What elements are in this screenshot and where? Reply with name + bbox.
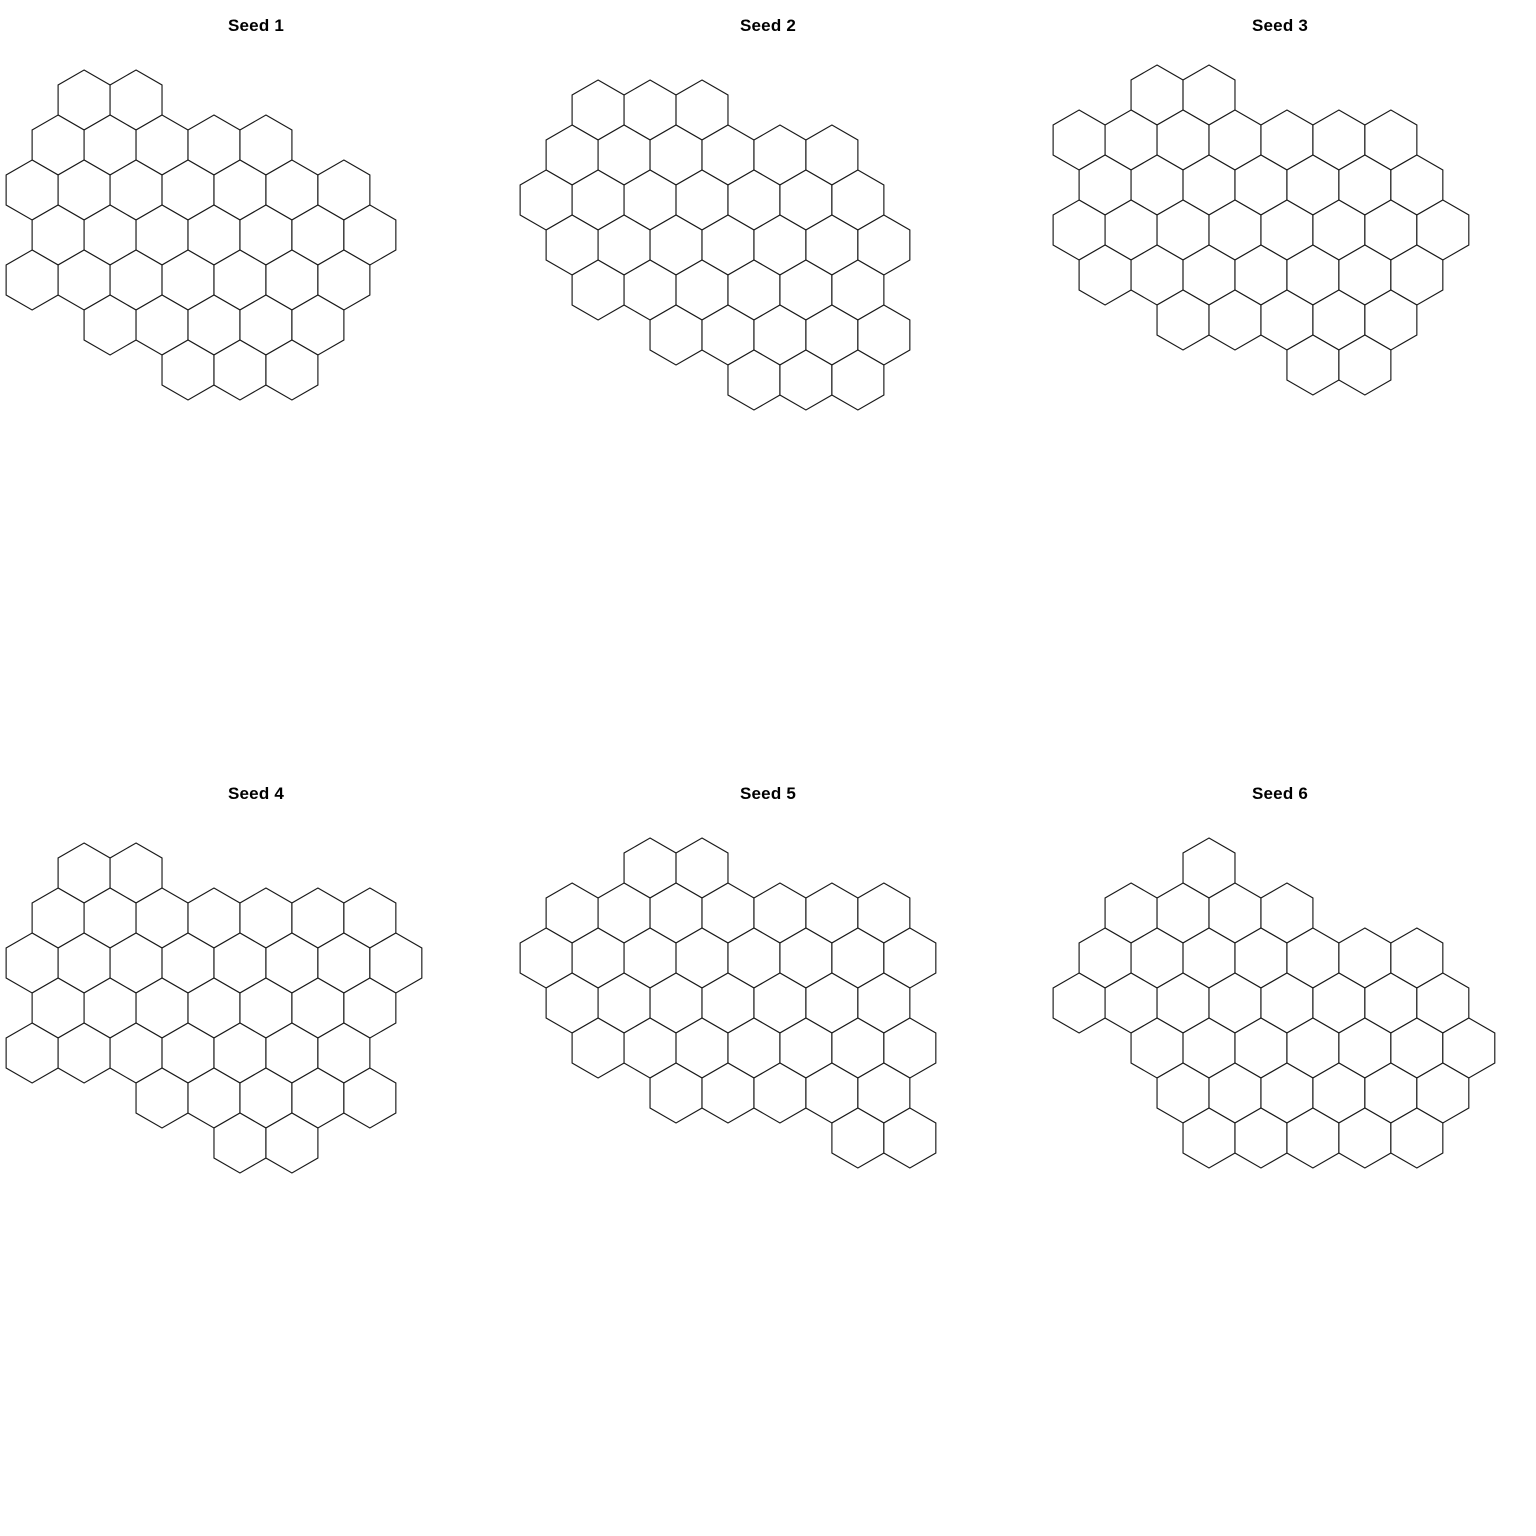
hex-grid-canvas: [512, 40, 1024, 740]
panel-title: Seed 3: [1251, 16, 1308, 35]
hex-panel: [1024, 0, 1536, 768]
panel-title: Seed 6: [1251, 784, 1308, 803]
hex-panel: [1024, 768, 1536, 1536]
hex-grid-svg: [0, 808, 512, 1508]
hex-grid-svg: [0, 40, 512, 740]
hex-panel: [0, 0, 512, 768]
hex-grid-svg: [512, 40, 1024, 740]
hex-grid-svg: [1024, 40, 1536, 740]
hex-panel: [512, 768, 1024, 1536]
hex-panel: [0, 768, 512, 1536]
hex-grid-canvas: [1024, 40, 1536, 740]
panel-title: Seed 5: [739, 784, 796, 803]
hex-panel: [512, 0, 1024, 768]
hex-grid-canvas: [512, 808, 1024, 1508]
panel-title: Seed 1: [227, 16, 284, 35]
panel-title: Seed 2: [739, 16, 796, 35]
hex-grid-svg: [1024, 808, 1536, 1508]
hex-grid-canvas: [0, 40, 512, 740]
hex-grid-canvas: [1024, 808, 1536, 1508]
panel-title: Seed 4: [227, 784, 284, 803]
hex-grid-svg: [512, 808, 1024, 1508]
hex-grid-canvas: [0, 808, 512, 1508]
